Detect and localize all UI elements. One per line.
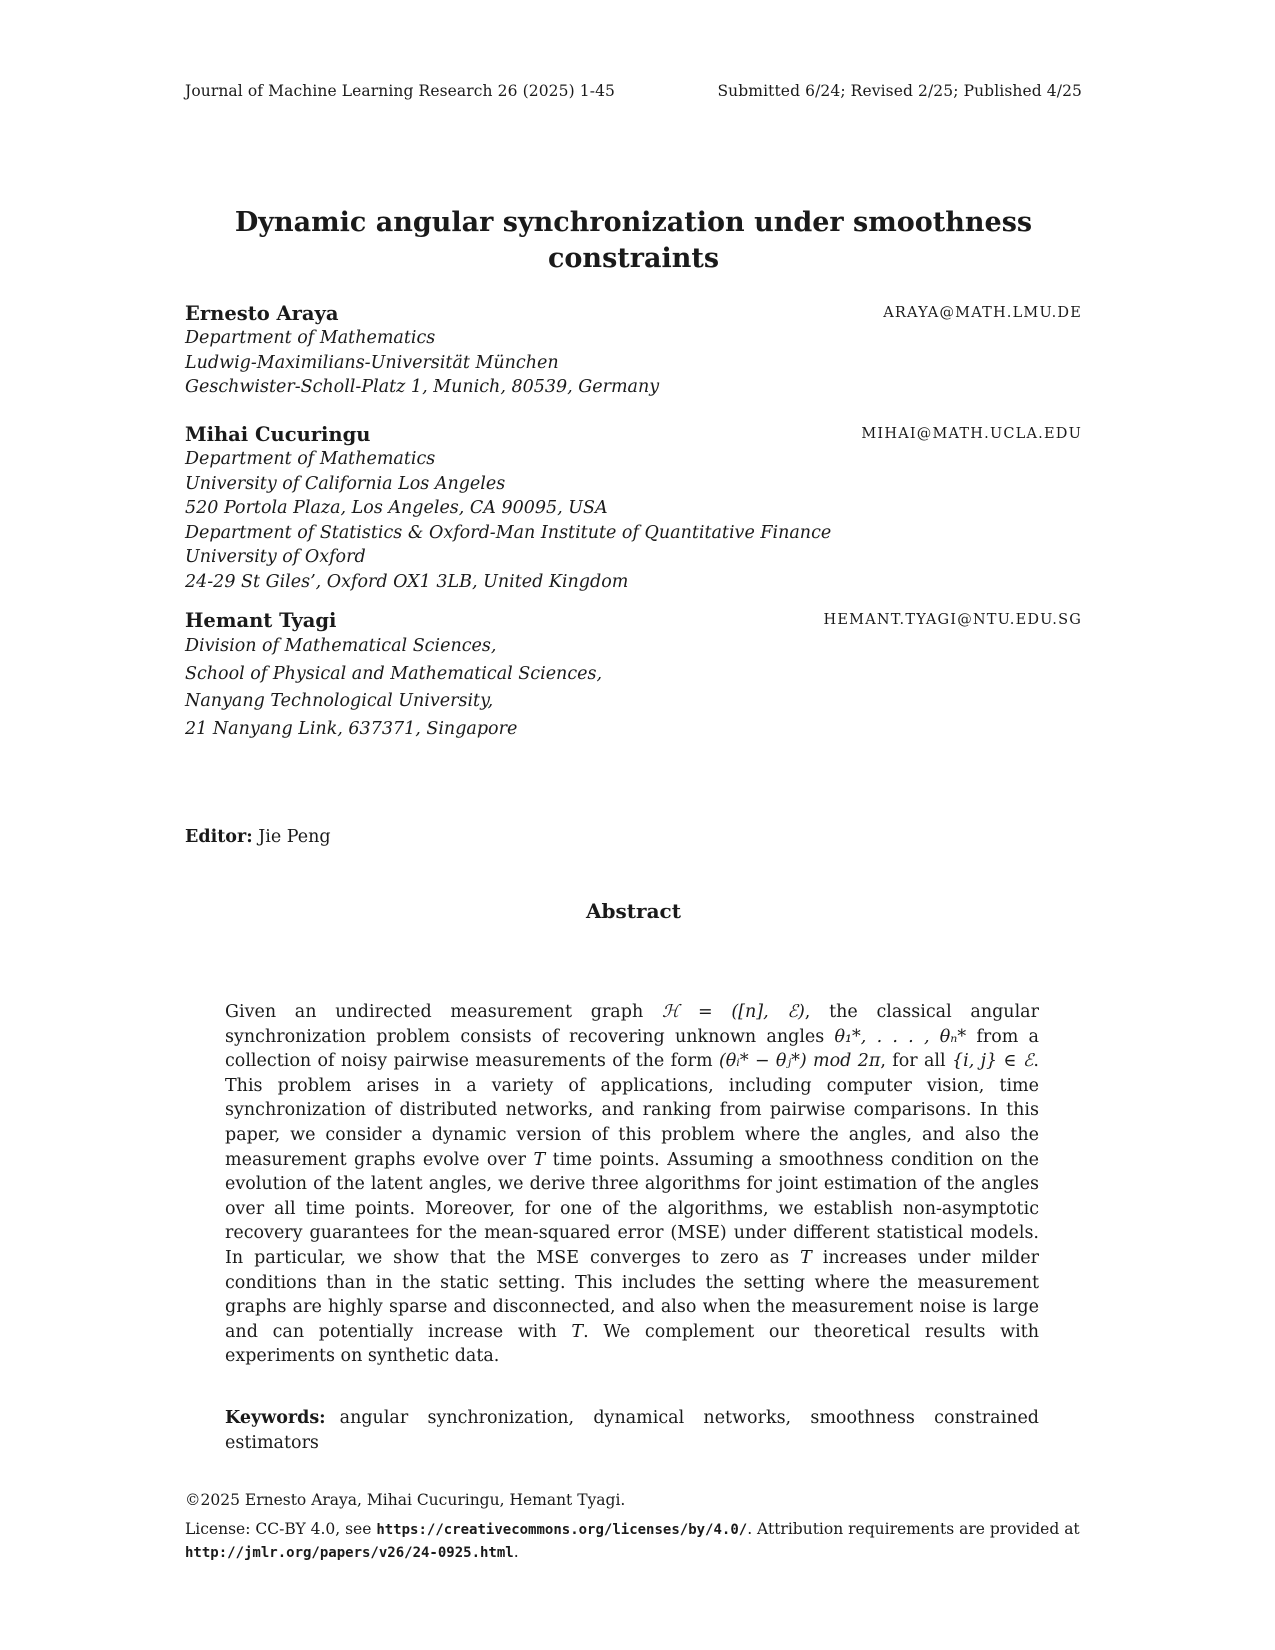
editor-line	[185, 827, 331, 847]
abstract-heading: Abstract	[586, 899, 681, 923]
math-inline: T	[533, 1149, 546, 1170]
author-block	[185, 302, 1082, 400]
abstract-segment: , the classical angular synchronization problem consists of recovering unknown angles	[225, 1002, 1039, 1047]
math-inline: θ₁*, . . . , θₙ*	[834, 1026, 967, 1047]
editor-name: Jie Peng	[258, 827, 331, 847]
license-url-link[interactable]: https://creativecommons.org/licenses/by/4.0/	[376, 1522, 748, 1538]
affiliation-line: Department of Statistics & Oxford-Man Institute of Quantitative Finance	[185, 522, 832, 543]
affiliation-line: Ludwig-Maximilians-Universität München	[185, 352, 559, 373]
keywords-text: angular synchronization, dynamical networks, smoothness constrained estimators	[225, 1408, 1039, 1453]
author-block	[185, 423, 1082, 594]
author-email[interactable]: ARAYA@MATH.LMU.DE	[883, 305, 1082, 321]
abstract-segment: . This problem arises in a variety of applications, including computer vision, time synchronization of distributed networks, and ranking from pairwise comparisons. In this paper, we consider a dynamic version of this problem where the angles, and also the measurement graphs evolve over	[225, 1051, 1039, 1170]
affiliation-line: University of Oxford	[185, 547, 366, 567]
abstract-segment: , for all	[880, 1051, 952, 1072]
affiliation-line: Department of Mathematics	[185, 328, 436, 348]
paper-url-link[interactable]: http://jmlr.org/papers/v26/24-0925.html	[185, 1544, 514, 1561]
journal-header: Journal of Machine Learning Research 26 (2025) 1-45	[185, 82, 615, 100]
abstract-segment: Given an undirected measurement graph	[225, 1002, 662, 1022]
affiliation-line: 24-29 St Giles’, Oxford OX1 3LB, United Kingdom	[185, 571, 629, 592]
affiliation-line: Geschwister-Scholl-Platz 1, Munich, 80539, Germany	[185, 377, 660, 397]
license-suffix: .	[513, 1542, 519, 1561]
affiliation-line: School of Physical and Mathematical Sciences,	[185, 663, 603, 684]
submission-dates: Submitted 6/24; Revised 2/25; Published 4/25	[717, 82, 1082, 100]
affiliation-line: Division of Mathematical Sciences,	[185, 636, 497, 656]
author-block	[185, 609, 1082, 743]
abstract-segment: . We complement our theoretical results with experiments on synthetic data.	[225, 1321, 1039, 1367]
math-inline: T	[571, 1321, 584, 1342]
author-email[interactable]: HEMANT.TYAGI@NTU.EDU.SG	[823, 612, 1082, 628]
author-name: Hemant Tyagi	[185, 609, 337, 632]
title-line: constraints	[547, 243, 720, 274]
math-inline: {i, j} ∈ ℰ	[951, 1051, 1034, 1072]
license-note	[185, 1519, 1082, 1564]
author-name: Ernesto Araya	[185, 302, 339, 325]
math-inline: T	[800, 1247, 812, 1268]
abstract-segment: time points. Assuming a smoothness condition on the evolution of the latent angles, we derive three algorithms for joint estimation of the angles over all time points. Moreover, for one of the algorithms, we establish non-asymptotic recovery guarantees for the mean-squared error (MSE) under different statistical models. In particular, we show that the MSE converges to zero as	[225, 1149, 1039, 1268]
abstract-segment: increases under milder conditions than in the static setting. This includes the setting where the measurement graphs are highly sparse and disconnected, and also when the measurement noise is large and can potentially increase with	[225, 1247, 1039, 1342]
title-line: Dynamic angular synchronization under smoothness	[234, 207, 1033, 238]
math-inline: (θᵢ* − θⱼ*) mod 2π	[718, 1051, 881, 1072]
author-email[interactable]: MIHAI@MATH.UCLA.EDU	[861, 426, 1082, 442]
editor-label: Editor:	[185, 827, 253, 847]
paper-title	[185, 205, 1082, 277]
author-name: Mihai Cucuringu	[185, 423, 371, 446]
affiliation-line: 21 Nanyang Link, 637371, Singapore	[185, 718, 518, 739]
keywords	[225, 1406, 1039, 1455]
affiliation-line: University of California Los Angeles	[185, 473, 506, 494]
keywords-label: Keywords:	[225, 1408, 326, 1428]
affiliation-line: Department of Mathematics	[185, 449, 436, 469]
math-inline: ℋ = ([n], ℰ)	[661, 1002, 805, 1022]
license-middle: . Attribution requirements are provided at	[747, 1520, 1080, 1538]
copyright-line: ©2025 Ernesto Araya, Mihai Cucuringu, Hemant Tyagi.	[185, 1491, 626, 1509]
affiliation-line: Nanyang Technological University,	[185, 691, 494, 711]
license-prefix: License: CC-BY 4.0, see	[185, 1520, 377, 1538]
abstract-text	[225, 1000, 1039, 1369]
affiliation-line: 520 Portola Plaza, Los Angeles, CA 90095, USA	[185, 498, 608, 518]
abstract-segment: from a collection of noisy pairwise measurements of the form	[225, 1026, 1039, 1072]
